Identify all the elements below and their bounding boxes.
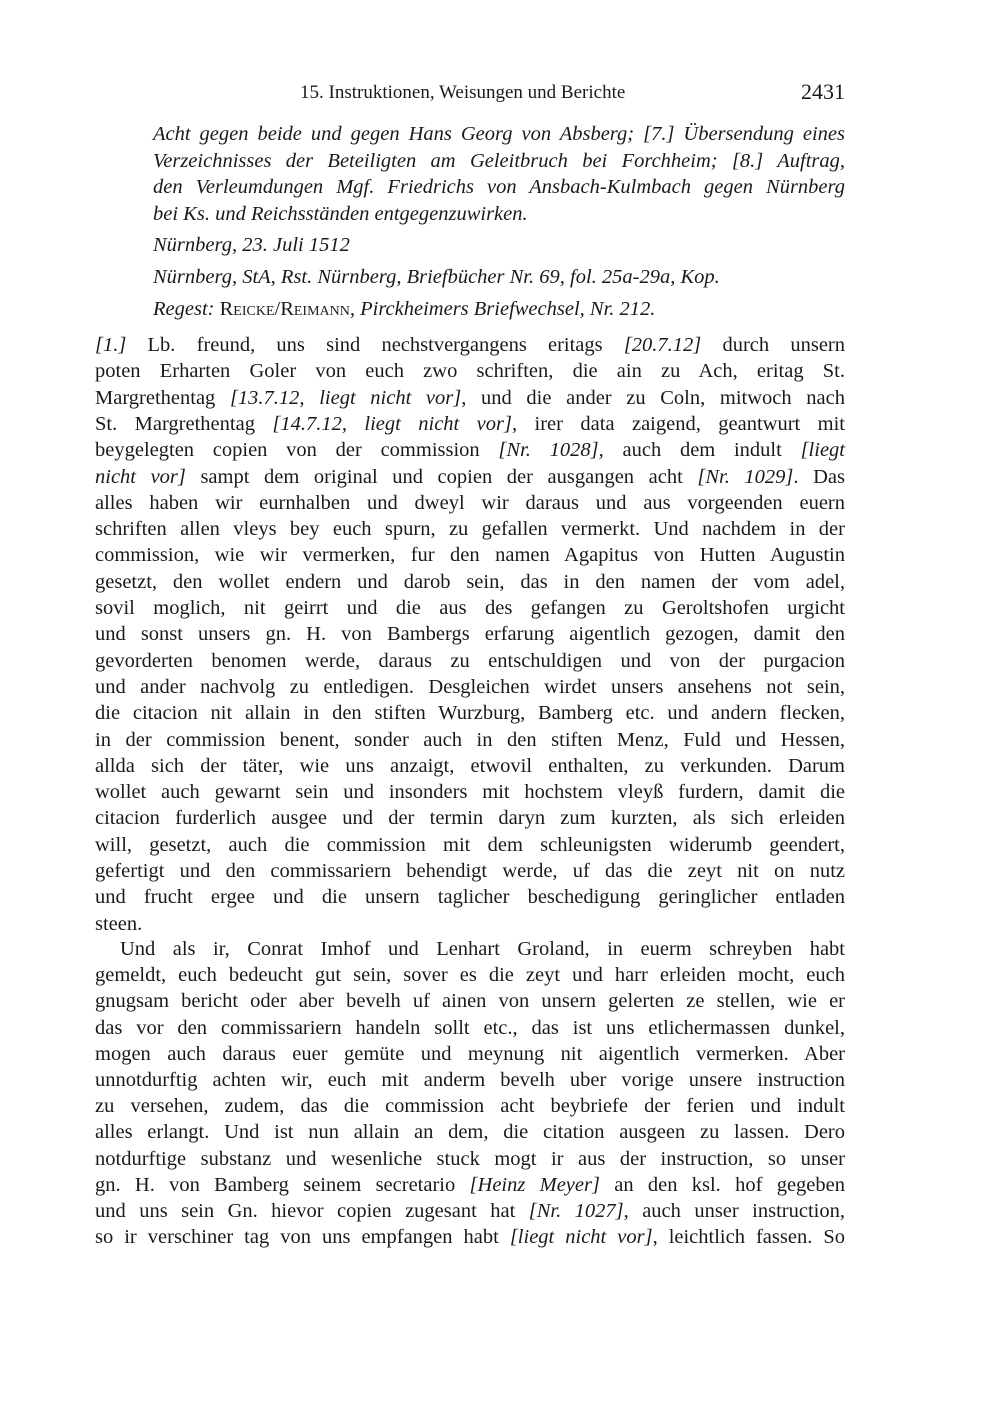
text-segment: . Das bbox=[793, 465, 845, 488]
paragraph-1-line bbox=[95, 753, 845, 779]
regest-line bbox=[153, 296, 845, 322]
text-segment: gesetzt, den wollet endern und darob sein, das in den namen der vom adel, bbox=[95, 570, 845, 593]
text-segment: , auch dem indult bbox=[598, 439, 801, 462]
text-segment: Lb. freund, uns sind nechstvergangens eritags bbox=[126, 334, 624, 356]
paragraph-1-line bbox=[95, 648, 845, 674]
summary-line bbox=[153, 121, 845, 147]
paragraph-2-line bbox=[95, 1093, 845, 1119]
text-segment: und uns sein Gn. hievor copien zugesant hat bbox=[95, 1200, 529, 1222]
editorial-note: , Pirckheimers Briefwechsel, Nr. 212. bbox=[349, 298, 656, 320]
text-segment: in der commission benent, sonder auch in den stiften Menz, Fuld und Hessen, bbox=[95, 728, 845, 751]
text-segment: allda sich der täter, wie uns anzaigt, etwovil enthalten, zu verkunden. Darum bbox=[95, 754, 845, 777]
source-line bbox=[153, 264, 845, 290]
text-segment: , auch unser instruction, bbox=[623, 1200, 845, 1222]
date-line bbox=[153, 232, 845, 258]
text-segment: bei Ks. und Reichsständen entgegenzuwirken. bbox=[153, 202, 528, 225]
text-segment: und sonst unsers gn. H. von Bambergs erfarung aigentlich gezogen, damit den bbox=[95, 623, 845, 646]
paragraph-1-line bbox=[95, 569, 845, 595]
text-segment: an den ksl. hof gegeben bbox=[599, 1173, 845, 1196]
paragraph-1-line bbox=[95, 490, 845, 516]
editorial-note: [13.7.12, liegt nicht vor] bbox=[229, 386, 462, 409]
paragraph-1-line bbox=[95, 358, 845, 384]
text-segment: unnotdurftig achten wir, euch mit anderm bevelh uber vorige unsere instruction bbox=[95, 1069, 845, 1091]
text-segment: die citacion nit allain in den stiften Wurzburg, Bamberg etc. und andern flecken, bbox=[95, 702, 845, 725]
paragraph-1-line bbox=[95, 832, 845, 858]
summary-line bbox=[153, 174, 845, 200]
paragraph-1-line bbox=[95, 700, 845, 726]
editorial-note: [liegt nicht vor] bbox=[509, 1226, 653, 1249]
text-segment: Nürnberg, StA, Rst. Nürnberg, Briefbücher Nr. 69, fol. 25a-29a, Kop. bbox=[153, 266, 720, 288]
text-segment: poten Erharten Goler von euch zwo schriften, die ain zu Ach, eritag St. bbox=[95, 360, 845, 383]
page-number: 2431 bbox=[801, 79, 845, 104]
paragraph-2-line bbox=[95, 1172, 845, 1198]
editorial-note: nicht vor] bbox=[95, 465, 186, 488]
text-segment: , irer data zaigend, geantwurt mit bbox=[511, 412, 845, 435]
text-segment: , und die ander zu Coln, mitwoch nach bbox=[461, 386, 845, 409]
editorial-note: [Heinz Meyer] bbox=[469, 1173, 600, 1196]
text-segment: den Verleumdungen Mgf. Friedrichs von Ansbach-Kulmbach gegen Nürnberg bbox=[153, 176, 845, 198]
text-segment: mogen auch daraus euer gemüte und meynung nit aigentlich vermerken. Aber bbox=[95, 1042, 845, 1065]
paragraph-1-line bbox=[95, 595, 845, 621]
paragraph-1-line bbox=[95, 437, 845, 463]
paragraph-1-line bbox=[95, 674, 845, 700]
paragraph-2-line bbox=[95, 1041, 845, 1067]
text-segment: notdurftige substanz und wesenliche stuck mogt ir aus der instruction, so unser bbox=[95, 1147, 845, 1170]
editorial-note: Regest: bbox=[153, 298, 220, 320]
text-segment: schriften allen vleys bey euch spurn, zu gefallen vermerkt. Und nachdem in der bbox=[95, 518, 845, 541]
summary-line bbox=[153, 148, 845, 174]
text-segment: commission, wie wir vermerken, fur den namen Agapitus von Hutten Augustin bbox=[95, 544, 845, 567]
editorial-note: [Nr. 1029] bbox=[697, 465, 794, 488]
editorial-note: [Nr. 1027] bbox=[528, 1200, 624, 1222]
running-head: 15. Instruktionen, Weisungen und Berichte bbox=[300, 82, 626, 103]
paragraph-1-line bbox=[95, 805, 845, 831]
text-segment: Reicke/Reimann bbox=[219, 298, 350, 320]
text-segment: und ander nachvolg zu entledigen. Desgleichen wirdet unsers ansehens not sein, bbox=[95, 675, 845, 698]
paragraph-2-line bbox=[95, 1119, 845, 1145]
paragraph-2-line bbox=[95, 962, 845, 988]
text-segment: sampt dem original und copien der ausgangen acht bbox=[185, 465, 698, 488]
text-segment: zu versehen, zudem, das die commission acht beybriefe der ferien und indult bbox=[95, 1095, 845, 1118]
text-segment: so ir verschiner tag von uns empfangen habt bbox=[95, 1226, 510, 1249]
text-segment: durch unsern bbox=[701, 334, 845, 356]
paragraph-1-line bbox=[95, 727, 845, 753]
text-segment: und frucht ergee und die unsern taglicher beschedigung geringlicher entladen bbox=[95, 886, 845, 909]
text-segment: Nürnberg, 23. Juli 1512 bbox=[153, 234, 350, 256]
text-segment: Verzeichnisses der Beteiligten am Geleitbruch bei Forchheim; [8.] Auftrag, bbox=[153, 149, 845, 172]
text-segment: steen. bbox=[95, 912, 143, 935]
editorial-note: [Nr. 1028] bbox=[498, 439, 599, 462]
paragraph-2-line bbox=[95, 1067, 845, 1093]
paragraph-1-line bbox=[95, 884, 845, 910]
paragraph-2-line bbox=[120, 936, 845, 962]
paragraph-1-line bbox=[95, 858, 845, 884]
summary-line bbox=[153, 201, 845, 227]
paragraph-1-line bbox=[95, 332, 845, 358]
text-segment: will, gesetzt, auch die commission mit dem schleunigsten widerumb geendert, bbox=[95, 833, 845, 856]
paragraph-2-line bbox=[95, 1015, 845, 1041]
text-segment: Und als ir, Conrat Imhof und Lenhart Groland, in euerm schreyben habt bbox=[120, 938, 845, 960]
text-segment: gn. H. von Bamberg seinem secretario bbox=[95, 1173, 470, 1196]
editorial-note: [1.] bbox=[95, 334, 127, 356]
text-segment: Margrethentag bbox=[95, 386, 230, 409]
paragraph-2-line bbox=[95, 1146, 845, 1172]
text-segment: sovil moglich, nit geirrt und die aus des gefangen zu Geroltshofen urgicht bbox=[95, 597, 845, 619]
text-segment: citacion furderlich ausgee und der termin daryn zum kurzten, als sich erleiden bbox=[95, 807, 845, 830]
paragraph-2-line bbox=[95, 1198, 845, 1224]
paragraph-1-line bbox=[95, 516, 845, 542]
text-segment: gefertigt und den commissariern behendigt werde, uf das die zeyt nit on nutz bbox=[95, 860, 845, 882]
paragraph-1-line bbox=[95, 464, 845, 490]
paragraph-2-line bbox=[95, 988, 845, 1014]
text-segment: gevorderten benomen werde, daraus zu entschuldigen und von der purgacion bbox=[95, 649, 845, 672]
paragraph-1-line bbox=[95, 385, 845, 411]
text-segment: das vor den commissariern handeln sollt etc., das ist uns etlichermassen dunkel, bbox=[95, 1016, 845, 1039]
paragraph-2-line bbox=[95, 1224, 845, 1250]
text-segment: gnugsam bericht oder aber bevelh uf ainen von unsern gelerten ze stellen, wie er bbox=[95, 990, 845, 1013]
text-segment: , leichtlich fassen. So bbox=[652, 1226, 845, 1249]
paragraph-1-line bbox=[95, 411, 845, 437]
text-segment: beygelegten copien von der commission bbox=[95, 439, 499, 462]
editorial-note: [20.7.12] bbox=[623, 334, 702, 356]
text-segment: wollet auch gewarnt sein und insonders mit hochstem vleyß furdern, damit die bbox=[95, 781, 845, 804]
editorial-note: [14.7.12, liegt nicht vor] bbox=[272, 412, 512, 435]
paragraph-1-line bbox=[95, 621, 845, 647]
text-segment: St. Margrethentag bbox=[95, 412, 273, 435]
text-segment: Acht gegen beide und gegen Hans Georg von Absberg; [7.] Übersendung eines bbox=[153, 123, 845, 145]
paragraph-1-line bbox=[95, 779, 845, 805]
text-segment: alles erlangt. Und ist nun allain an dem, die citation ausgeen zu lassen. Dero bbox=[95, 1121, 845, 1144]
paragraph-1-line bbox=[95, 911, 845, 937]
paragraph-1-line bbox=[95, 542, 845, 568]
text-segment: gemeldt, euch bedeucht gut sein, sover es die zeyt und harr erleiden mocht, euch bbox=[95, 964, 845, 987]
editorial-note: [liegt bbox=[800, 439, 845, 462]
text-segment: alles haben wir eurnhalben und dweyl wir daraus und aus vorgeenden euern bbox=[95, 491, 845, 514]
